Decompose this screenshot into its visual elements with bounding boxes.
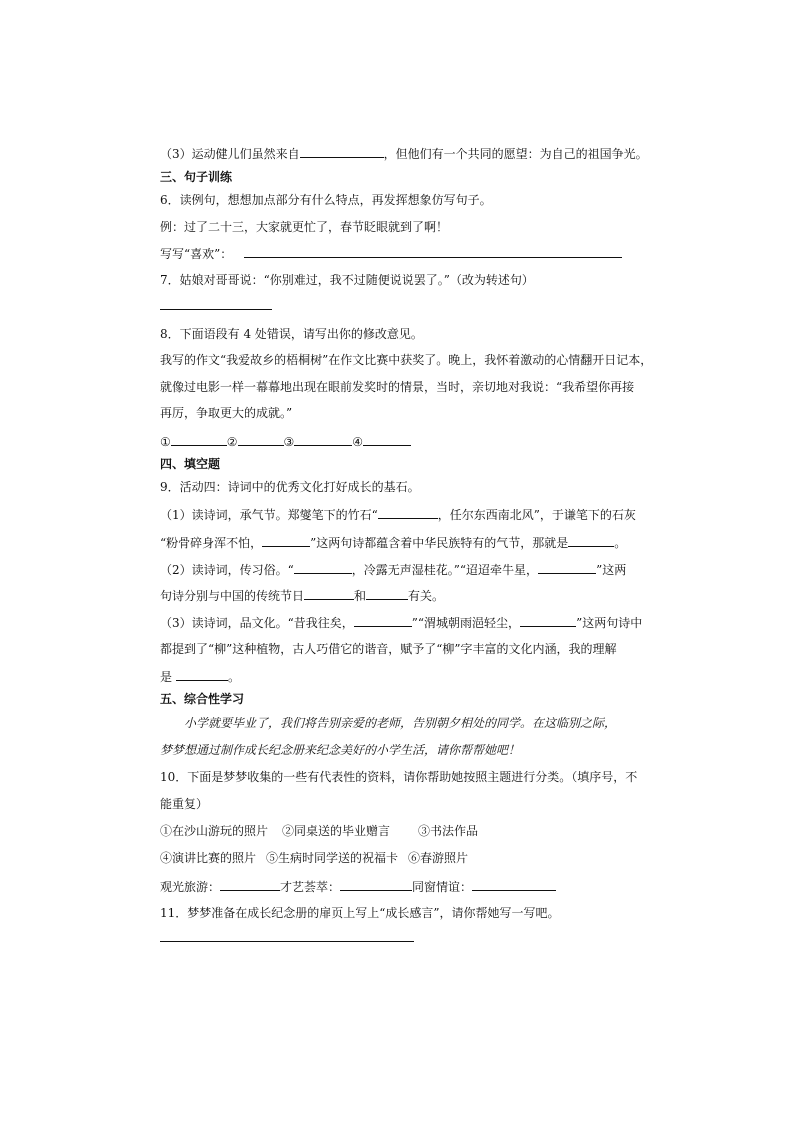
answer-blank[interactable] xyxy=(300,145,384,158)
q8-paragraph-line: 就像过电影一样一幕幕地出现在眼前发奖时的情景，当时，亲切地对我说：“我希望你再接 xyxy=(160,380,635,394)
list-item: ③书法作品 xyxy=(418,824,479,838)
answer-blank[interactable] xyxy=(244,245,622,258)
q8-answer-row xyxy=(160,433,411,450)
answer-blank[interactable] xyxy=(238,433,284,446)
q9-prompt: 9．活动四：诗词中的优秀文化打好成长的基石。 xyxy=(160,480,420,494)
q6-prompt: 6．读例句，想想加点部分有什么特点，再发挥想象仿写句子。 xyxy=(160,193,492,207)
intro-line: 梦梦想通过制作成长纪念册来纪念美好的小学生活，请你帮帮她吧！ xyxy=(160,743,521,757)
answer-blank[interactable] xyxy=(294,433,352,446)
section-title-3: 三、句子训练 xyxy=(160,170,233,184)
list-item: ⑥春游照片 xyxy=(408,851,469,865)
q9-line: （2）读诗词，传习俗。“ ，冷露无声湿桂花。”“迢迢牵牛星， ”这两 xyxy=(160,563,627,577)
list-item: ④演讲比赛的照片 xyxy=(160,851,257,865)
answer-blank[interactable] xyxy=(220,878,280,891)
answer-blank[interactable] xyxy=(160,297,272,310)
answer-blank[interactable] xyxy=(366,587,408,600)
marker: ② xyxy=(226,435,238,449)
q9-line: 句诗分别与中国的传统节日 和 有关。 xyxy=(160,589,445,603)
q8-paragraph-line: 我写的作文“我爱故乡的梧桐树”在作文比赛中获奖了。晚上，我怀着激动的心情翻开日记本， xyxy=(160,353,653,367)
section-title-4: 四、填空题 xyxy=(160,457,221,471)
question-text: ，但他们有一个共同的愿望：为自己的祖国争光。 xyxy=(383,147,648,161)
answer-blank[interactable] xyxy=(304,587,354,600)
question-text: （3）运动健儿们虽然来自 xyxy=(160,147,300,161)
q10-categories: 观光旅游： 才艺荟萃： 同窗情谊： xyxy=(160,878,556,895)
answer-blank[interactable] xyxy=(160,929,414,942)
answer-blank[interactable] xyxy=(472,878,556,891)
answer-blank[interactable] xyxy=(294,561,352,574)
answer-blank[interactable] xyxy=(568,534,614,547)
q9-line: （3）读诗词，品文化。“昔我往矣， ”“渭城朝雨浥轻尘， ”这两句诗中 xyxy=(160,616,643,630)
answer-blank[interactable] xyxy=(262,534,310,547)
list-item: ②同桌送的毕业赠言 xyxy=(282,824,391,838)
answer-blank[interactable] xyxy=(176,668,228,681)
answer-blank[interactable] xyxy=(520,614,576,627)
q11-prompt: 11．梦梦准备在成长纪念册的扉页上写上“成长感言”，请你帮她写一写吧。 xyxy=(160,906,560,920)
q6-example: 例：过了二十三，大家就更忙了，春节眨眼就到了啊！ xyxy=(160,220,449,234)
answer-blank[interactable] xyxy=(378,506,438,519)
answer-blank[interactable] xyxy=(171,433,227,446)
answer-blank[interactable] xyxy=(538,561,596,574)
q11-answer-line xyxy=(160,929,414,946)
answer-blank[interactable] xyxy=(340,878,412,891)
q9-line: 是 。 xyxy=(160,670,241,684)
q10-items-row xyxy=(160,850,468,866)
intro-line: 小学就要毕业了，我们将告别亲爱的老师，告别朝夕相处的同学。在这临别之际， xyxy=(184,716,617,730)
marker: ③ xyxy=(283,435,295,449)
q9-line: “粉骨碎身浑不怕， ”这两句诗都蕴含着中华民族特有的气节，那就是 。 xyxy=(160,536,627,550)
q9-line: （1）读诗词，承气节。郑燮笔下的竹石“ ，任尔东西南北风”，于谦笔下的石灰 xyxy=(160,508,636,522)
q6-write-line xyxy=(160,245,622,262)
q8-paragraph-line: 再厉，争取更大的成就。” xyxy=(160,406,293,420)
answer-blank[interactable] xyxy=(354,614,412,627)
write-label: 写写“喜欢”： xyxy=(160,247,233,261)
q10-items-row xyxy=(160,823,478,839)
section-title-5: 五、综合性学习 xyxy=(160,692,245,706)
answer-blank[interactable] xyxy=(363,433,411,446)
list-item: ①在沙山游玩的照片 xyxy=(160,824,269,838)
question-line-3 xyxy=(160,145,648,162)
q10-prompt: 10．下面是梦梦收集的一些有代表性的资料，请你帮助她按照主题进行分类。（填序号，不 xyxy=(160,770,638,784)
q10-prompt: 能重复） xyxy=(160,797,209,811)
marker: ④ xyxy=(352,435,364,449)
q7-answer-line xyxy=(160,297,272,314)
marker: ① xyxy=(160,435,171,449)
q7-prompt: 7．姑娘对哥哥说：“你别难过，我不过随便说说罢了。”（改为转述句） xyxy=(160,273,534,287)
q9-line: 都提到了“柳”这种植物，古人巧借它的谐音，赋予了“柳”字丰富的文化内涵，我的理解 xyxy=(160,642,617,656)
q8-prompt: 8．下面语段有 4 处错误，请写出你的修改意见。 xyxy=(160,327,423,341)
list-item: ⑤生病时同学送的祝福卡 xyxy=(266,851,399,865)
